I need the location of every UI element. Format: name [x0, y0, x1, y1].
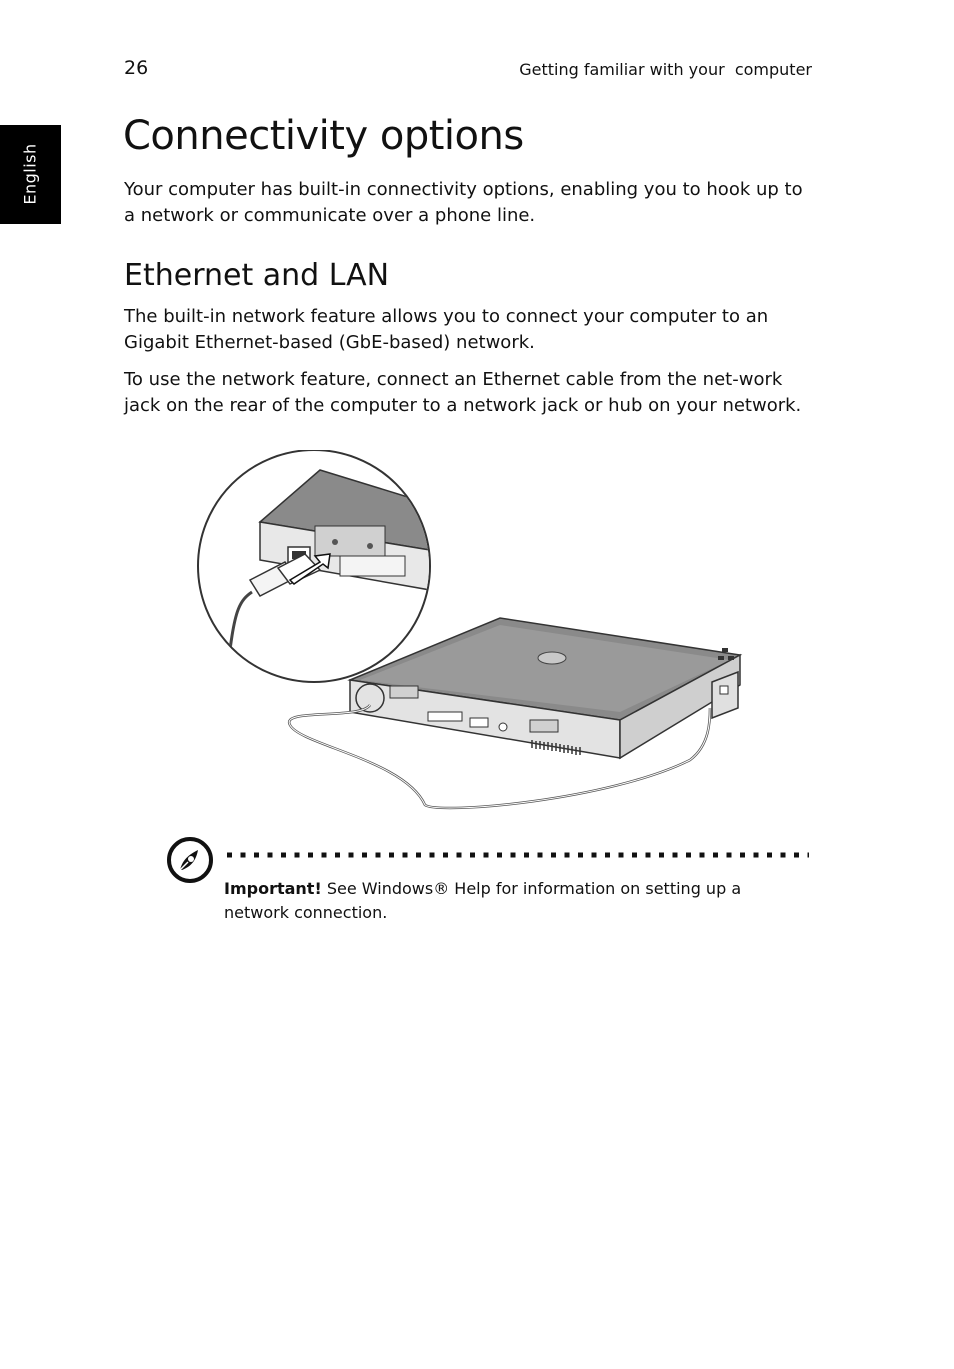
important-note-text: See Windows® Help for information on setting up a network connection. [224, 879, 742, 922]
body-paragraph-2: To use the network feature, connect an Ethernet cable from the net-work jack on the rear of the computer to a network jack or hub on your network. [124, 369, 802, 416]
page-title: Connectivity options [123, 113, 524, 159]
intro-paragraph: Your computer has built-in connectivity options, enabling you to hook up to a network or communicate over a phone line. [124, 179, 803, 226]
language-tab-label: English [20, 143, 40, 205]
important-note [224, 877, 809, 925]
important-label: Important! [224, 879, 322, 898]
running-header: Getting familiar with your computer [519, 60, 812, 79]
laptop-ethernet-illustration [190, 450, 760, 820]
body-paragraph-1: The built-in network feature allows you to connect your computer to an Gigabit Ethernet-based (GbE-based) network. [124, 306, 769, 353]
page-number: 26 [124, 57, 149, 79]
section-title: Ethernet and LAN [124, 258, 390, 293]
dotted-divider [225, 852, 811, 858]
pen-nib-note-icon [166, 836, 214, 884]
